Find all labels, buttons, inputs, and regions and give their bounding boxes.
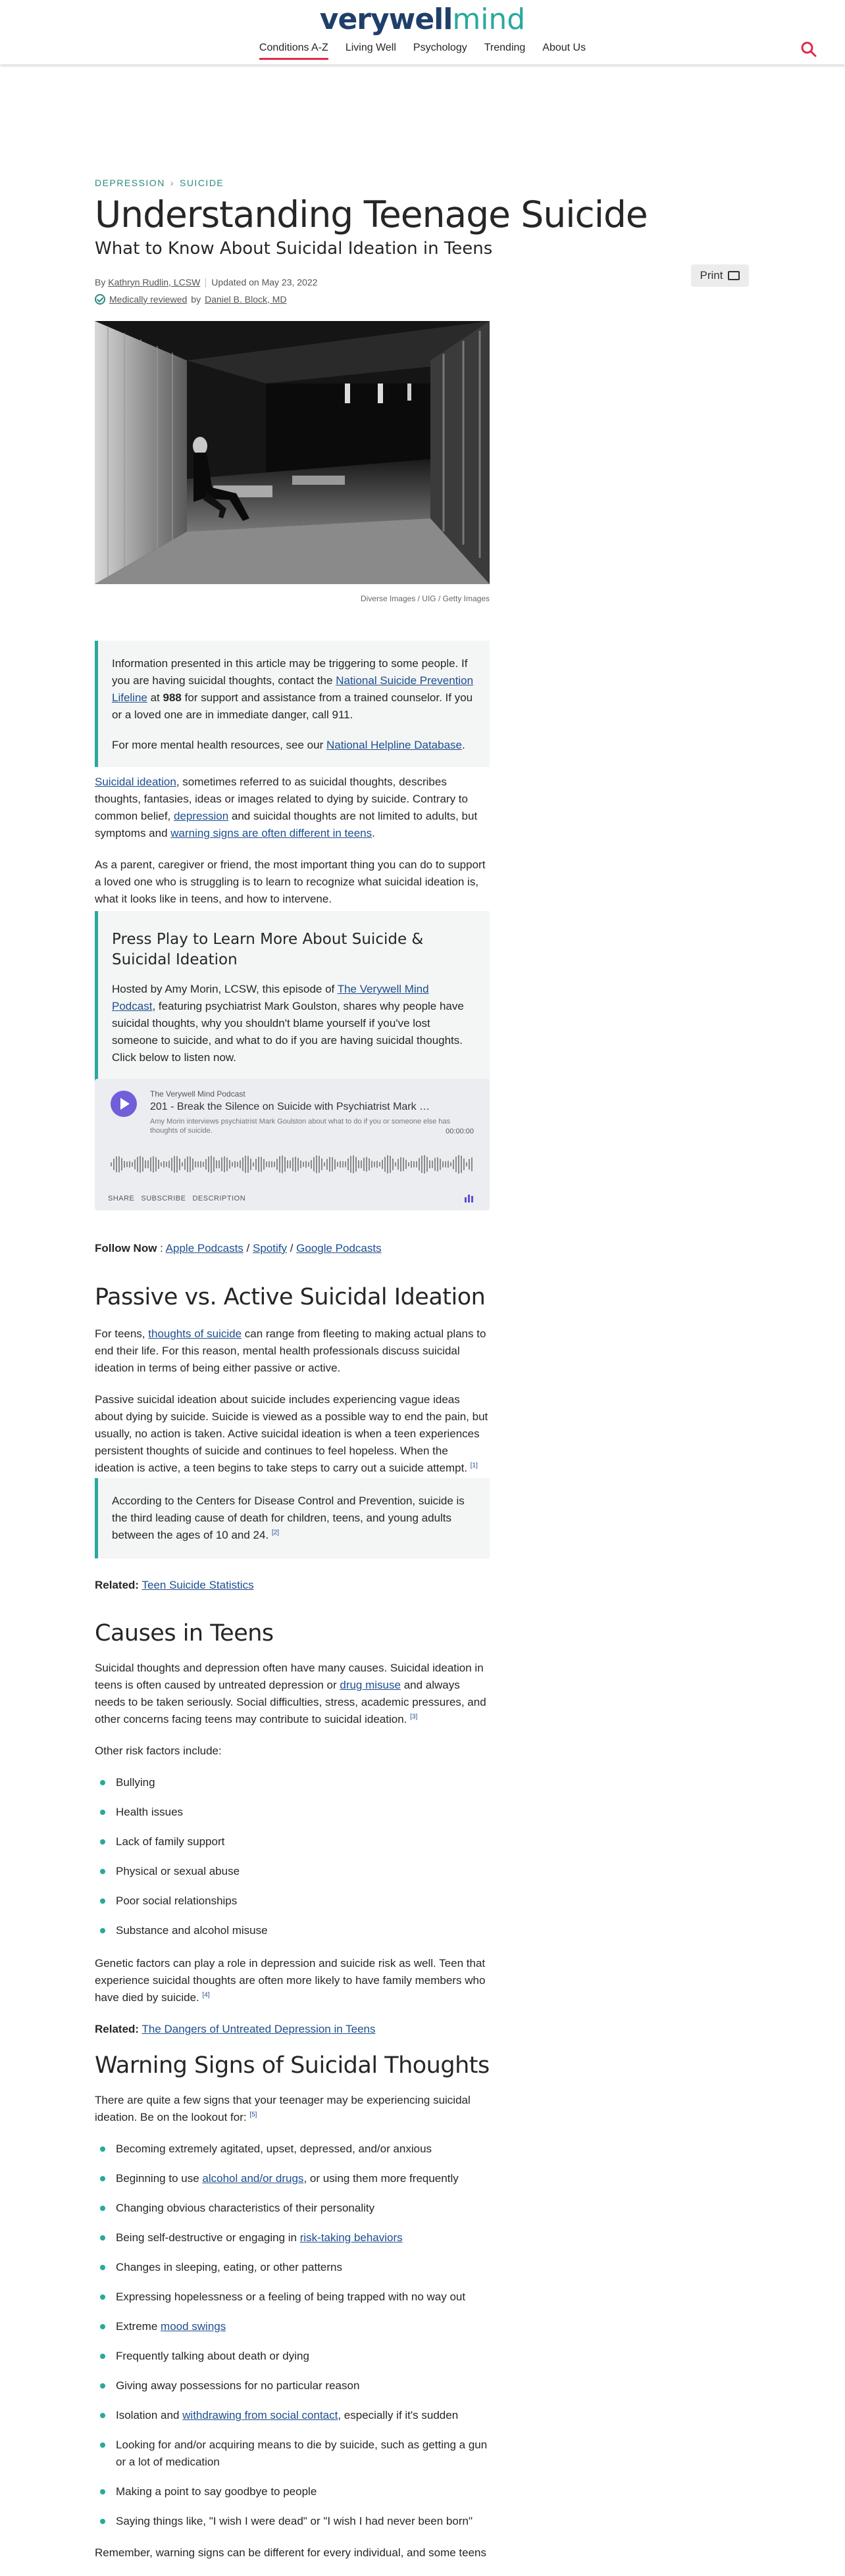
site-logo[interactable]	[0, 3, 845, 36]
text: and suicidal thoughts are not limited to adults, but symptoms and	[95, 810, 478, 839]
inline-link[interactable]: mood swings	[161, 2320, 226, 2333]
byline	[95, 277, 490, 287]
inline-link[interactable]: risk-taking behaviors	[299, 2231, 403, 2244]
list-item	[95, 2229, 490, 2246]
podcast-player	[95, 1079, 490, 1210]
hero-photo	[95, 321, 490, 584]
text: Giving away possessions for no particular reason	[116, 2379, 360, 2392]
text: , featuring psychiatrist Mark Goulston, shares why people have suicidal thoughts, why you shouldn't blame yourself if you've lost someone to suicide, and what to do if you are having suicidal thoughts. Click below to listen now.	[112, 1000, 464, 1064]
nav-item-about[interactable]: About Us	[542, 42, 586, 53]
print-label: Print	[700, 269, 723, 282]
section-heading: Warning Signs of Suicidal Thoughts	[95, 2052, 490, 2079]
callout-text: According to the Centers for Disease Control and Prevention, suicide is the third leading cause of death for children, teens, and young adults between the ages of 10 and 24.	[112, 1495, 465, 1541]
text: Suicidal thoughts and depression often have many causes. Suicidal ideation in teens is often caused by untreated depression or	[95, 1662, 484, 1691]
list-item	[95, 2141, 490, 2158]
citation-ref[interactable]: [1]	[470, 1462, 478, 1470]
text: For more mental health resources, see our	[112, 739, 326, 751]
list-item: Bullying	[95, 1774, 490, 1791]
print-button[interactable]	[691, 264, 749, 287]
podcast-callout	[95, 911, 490, 1082]
text: Hosted by Amy Morin, LCSW, this episode of	[112, 983, 338, 996]
updated-date: Updated on May 23, 2022	[211, 276, 318, 287]
text: .	[462, 739, 465, 751]
text: , especially if it's sudden	[338, 2409, 459, 2421]
medically-reviewed-link[interactable]: Medically reviewed	[109, 293, 188, 305]
paragraph	[95, 1660, 490, 1728]
text: There are quite a few signs that your teenager may be experiencing suicidal ideation. Be on the lookout for:	[95, 2094, 471, 2123]
inline-link[interactable]: alcohol and/or drugs	[202, 2172, 304, 2185]
related-label: Related:	[95, 1579, 140, 1591]
reviewer-link[interactable]: Daniel B. Block, MD	[205, 293, 287, 305]
intro-section	[95, 774, 490, 922]
nav-item-living-well[interactable]: Living Well	[345, 42, 396, 53]
helpline-database-link[interactable]: National Helpline Database	[326, 739, 463, 751]
text: Extreme	[116, 2320, 161, 2333]
breadcrumb-item[interactable]: SUICIDE	[179, 178, 224, 188]
page-subtitle: What to Know About Suicidal Ideation in Teens	[95, 238, 493, 259]
list-item	[95, 2289, 490, 2306]
statistic-callout	[95, 1478, 490, 1558]
citation-ref[interactable]: [3]	[410, 1713, 418, 1721]
causes-section	[95, 1660, 490, 2052]
text: Saying things like, "I wish I were dead" or "I wish I had never been born"	[116, 2515, 473, 2527]
section-heading: Passive vs. Active Suicidal Ideation	[95, 1284, 486, 1310]
passive-section	[95, 1325, 490, 1491]
player-episode-title: 201 - Break the Silence on Suicide with Psychiatrist Mark …	[150, 1101, 430, 1112]
player-time: 00:00:00	[446, 1127, 474, 1135]
suicidal-ideation-link[interactable]: Suicidal ideation	[95, 776, 176, 788]
citation-ref[interactable]: [2]	[271, 1529, 280, 1537]
list-item: Physical or sexual abuse	[95, 1863, 490, 1880]
text: Frequently talking about death or dying	[116, 2350, 309, 2362]
drug-misuse-link[interactable]: drug misuse	[340, 1679, 401, 1691]
text: , or using them more frequently	[303, 2172, 459, 2185]
text: Expressing hopelessness or a feeling of being trapped with no way out	[116, 2291, 466, 2303]
citation-ref[interactable]: [5]	[249, 2111, 257, 2119]
alert-paragraph	[112, 655, 476, 724]
text: Changes in sleeping, eating, or other patterns	[116, 2261, 343, 2273]
medical-review	[95, 294, 490, 305]
by-word: by	[191, 293, 201, 305]
text: at	[147, 691, 163, 704]
site-header	[0, 0, 845, 64]
trigger-warning-box	[95, 641, 490, 767]
list-item	[95, 2483, 490, 2500]
depression-link[interactable]: depression	[174, 810, 229, 822]
paragraph	[95, 2092, 490, 2126]
inline-link[interactable]: withdrawing from social contact	[182, 2409, 338, 2421]
google-podcasts-link[interactable]: Google Podcasts	[296, 1242, 382, 1254]
warning-signs-link[interactable]: warning signs are often different in teens	[170, 827, 372, 839]
hero-image	[95, 321, 490, 584]
text: can range from fleeting to making actual plans to end their life. For this reason, mental health professionals discuss suicidal ideation in terms of being either passive or active.	[95, 1327, 486, 1374]
warning-section	[95, 2092, 490, 2576]
text: Looking for and/or acquiring means to die by suicide, such as getting a gun or a lot of medication	[116, 2439, 488, 2468]
related-link[interactable]: The Dangers of Untreated Depression in Teens	[141, 2023, 376, 2035]
list-item	[95, 2348, 490, 2365]
text: and always needs to be taken seriously. Social difficulties, stress, academic pressures, and other concerns facing teens may contribute to suicidal ideation.	[95, 1679, 486, 1725]
nav-item-trending[interactable]: Trending	[484, 42, 526, 53]
player-bars-icon[interactable]	[465, 1195, 475, 1202]
list-item: Substance and alcohol misuse	[95, 1922, 490, 1939]
alert-paragraph	[112, 737, 476, 754]
text: Information presented in this article may be triggering to some people. If you are having suicidal thoughts, contact the	[112, 657, 468, 687]
follow-row	[95, 1240, 490, 1272]
paragraph	[95, 1955, 490, 2006]
breadcrumb	[95, 178, 490, 188]
article-header	[95, 178, 648, 305]
paragraph: Other risk factors include:	[95, 1745, 222, 1757]
intro-paragraph: As a parent, caregiver or friend, the most important thing you can do to support a loved one who is struggling is to learn to recognize what suicidal ideation is, what it looks like in teens, and how to intervene.	[95, 858, 486, 905]
list-item: Health issues	[95, 1804, 490, 1821]
player-description: Amy Morin interviews psychiatrist Mark Goulston about what to do if you or someone else has thoughts of suicide.	[150, 1118, 451, 1135]
logo-main: verywell	[319, 3, 453, 36]
list-item	[95, 2407, 490, 2424]
chevron-right-icon: ›	[170, 178, 174, 188]
play-button[interactable]	[111, 1091, 137, 1117]
podcast-link[interactable]: The Verywell Mind Podcast	[112, 983, 429, 1013]
description-button[interactable]: DESCRIPTION	[192, 1195, 246, 1202]
follow-label: Follow Now	[95, 1242, 157, 1254]
divider	[205, 278, 206, 287]
list-item	[95, 2318, 490, 2335]
author-link[interactable]: Kathryn Rudlin, LCSW	[108, 276, 201, 287]
related-label: Related:	[95, 2023, 140, 2035]
printer-icon	[728, 271, 740, 280]
related	[95, 2021, 490, 2038]
text: for support and assistance from a trained counselor. If you or a loved one are in immediate danger, call 911.	[112, 691, 473, 721]
logo-sub: mind	[452, 3, 526, 36]
paragraph: Remember, warning signs can be different for every individual, and some teens	[95, 2546, 487, 2559]
subscribe-button[interactable]: SUBSCRIBE	[141, 1195, 186, 1202]
by-label: By	[95, 276, 106, 287]
related	[95, 1577, 490, 1594]
breadcrumb-item[interactable]: DEPRESSION	[95, 178, 165, 188]
waveform-scrubber[interactable]	[111, 1148, 474, 1181]
text: :	[157, 1242, 166, 1254]
text: For teens,	[95, 1327, 149, 1340]
search-icon[interactable]	[800, 41, 817, 58]
lifeline-link[interactable]: National Suicide Prevention Lifeline	[112, 674, 474, 704]
text: , sometimes referred to as suicidal thoughts, describes thoughts, fantasies, ideas or images related to dying by suicide. Contrary to common belief,	[95, 776, 468, 822]
text: Isolation and	[116, 2409, 183, 2421]
thoughts-of-suicide-link[interactable]: thoughts of suicide	[148, 1327, 242, 1340]
callout-text	[112, 981, 475, 1066]
main-nav	[0, 42, 845, 60]
text: Beginning to use	[116, 2172, 203, 2185]
list-item	[95, 2377, 490, 2394]
warning-sign-list	[95, 2141, 490, 2530]
list-item	[95, 2437, 490, 2471]
page-title: Understanding Teenage Suicide	[95, 193, 648, 235]
player-show-name: The Verywell Mind Podcast	[150, 1089, 245, 1099]
paragraph	[95, 1325, 490, 1377]
nav-item-psychology[interactable]: Psychology	[413, 42, 467, 53]
spotify-link[interactable]: Spotify	[252, 1242, 287, 1254]
text: Becoming extremely agitated, upset, depressed, and/or anxious	[116, 2143, 432, 2155]
text: Being self-destructive or engaging in	[116, 2231, 300, 2244]
follow-text: Follow Now : Apple Podcasts / Spotify / Google Podcasts	[95, 1242, 382, 1254]
list-item: Poor social relationships	[95, 1893, 490, 1910]
hotline-number: 988	[163, 691, 182, 704]
player-footer	[108, 1195, 245, 1202]
list-item	[95, 2200, 490, 2217]
related-link[interactable]: Teen Suicide Statistics	[141, 1579, 254, 1591]
citation-ref[interactable]: [4]	[202, 1991, 210, 1999]
text: Changing obvious characteristics of their personality	[116, 2202, 375, 2214]
list-item	[95, 2513, 490, 2530]
share-button[interactable]: SHARE	[108, 1195, 135, 1202]
paragraph	[95, 1391, 490, 1477]
intro-paragraph	[95, 774, 490, 842]
text: .	[372, 827, 375, 839]
check-circle-icon	[95, 294, 105, 305]
text: Passive suicidal ideation about suicide includes experiencing vague ideas about dying by suicide. Suicide is viewed as a possible way to end the pain, but usually, no action is taken. Active suicidal ideation is when a teen experiences persistent thoughts of suicide and continues to feel hopeless. When the ideation is active, a teen begins to take steps to carry out a suicide attempt.	[95, 1393, 488, 1474]
callout-heading: Press Play to Learn More About Suicide & Suicidal Ideation	[112, 931, 424, 969]
text: Making a point to say goodbye to people	[116, 2485, 317, 2498]
apple-podcasts-link[interactable]: Apple Podcasts	[165, 1242, 243, 1254]
list-item: Lack of family support	[95, 1833, 490, 1850]
nav-item-conditions[interactable]: Conditions A-Z	[259, 42, 328, 60]
list-item	[95, 2170, 490, 2187]
text: Genetic factors can play a role in depression and suicide risk as well. Teen that experience suicidal thoughts are often more likely to have family members who have died by suicide.	[95, 1957, 486, 2004]
related-link-row	[95, 1577, 490, 1608]
image-caption: Diverse Images / UIG / Getty Images	[360, 594, 490, 603]
risk-factor-list	[95, 1774, 490, 1939]
list-item	[95, 2259, 490, 2276]
section-heading: Causes in Teens	[95, 1620, 274, 1647]
